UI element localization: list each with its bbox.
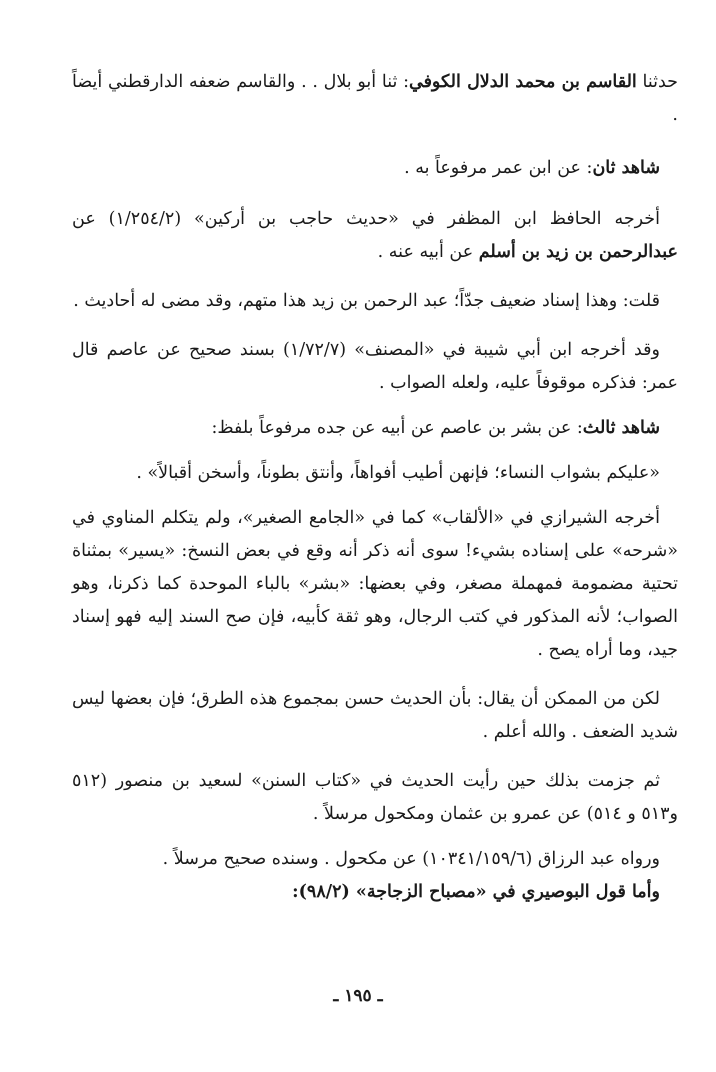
text-segment: قلت: وهذا إسناد ضعيف جدّاً؛ عبد الرحمن بن زيد هذا متهم، وقد مضى له أحاديث . [73, 291, 660, 311]
page-body [72, 66, 678, 909]
text-segment: لكن من الممكن أن يقال: بأن الحديث حسن بمجموع هذه الطرق؛ فإن بعضها ليس شديد الضعف . والله أعلم . [72, 689, 678, 742]
paragraph-5 [72, 334, 678, 400]
paragraph-6 [72, 412, 678, 445]
text-segment: حدثنا [636, 72, 678, 92]
paragraph-3 [72, 203, 678, 269]
hadith-quote: «عليكم بشواب النساء؛ فإنهن أطيب أفواهاً، وأنتق بطوناً، وأسخن أقبالاً» . [136, 463, 660, 483]
page-number: ـ ١٩٥ ـ [333, 986, 383, 1006]
text-segment: أخرجه الحافظ ابن المظفر في «حديث حاجب بن أركين» (١/٢٥٤/٢) عن [72, 209, 660, 229]
paragraph-8 [72, 502, 678, 667]
text-segment: وأما قول البوصيري في «مصباح الزجاجة» (٩٨/٢): [292, 882, 660, 902]
text-segment: ثم جزمت بذلك حين رأيت الحديث في «كتاب السنن» لسعيد بن منصور (٥١٢ و٥١٣ و ٥١٤) عن عمرو بن عثمان ومكحول مرسلاً . [72, 771, 678, 824]
paragraph-1 [72, 66, 678, 132]
text-segment: : ثنا أبو بلال . . والقاسم ضعفه الدارقطني أيضاً . [72, 72, 678, 125]
narrator-name: القاسم بن محمد الدلال الكوفي [408, 72, 637, 92]
text-segment: ورواه عبد الرزاق (١٠٣٤١/١٥٩/٦) عن مكحول . وسنده صحيح مرسلاً . [162, 849, 660, 869]
paragraph-12 [72, 876, 678, 909]
paragraph-7 [72, 457, 678, 490]
paragraph-10 [72, 765, 678, 831]
paragraph-11 [72, 843, 678, 876]
paragraph-4 [72, 285, 678, 318]
text-segment: : عن ابن عمر مرفوعاً به . [404, 158, 593, 178]
text-segment: عن أبيه عنه . [377, 242, 479, 262]
witness-heading: شاهد ثان [592, 158, 660, 178]
text-segment: وقد أخرجه ابن أبي شيبة في «المصنف» (١/٧٢/٧) بسند صحيح عن عاصم قال عمر: فذكره موقوفاً عليه، ولعله الصواب . [72, 340, 678, 393]
witness-heading: شاهد ثالث [582, 418, 660, 438]
narrator-name: عبدالرحمن بن زيد بن أسلم [478, 242, 678, 262]
paragraph-9 [72, 683, 678, 749]
text-segment: أخرجه الشيرازي في «الألقاب» كما في «الجامع الصغير»، ولم يتكلم المناوي في «شرحه» على إسناده بشيء! سوى أنه ذكر أنه وقع في بعض النسخ: «يسير» بمثناة تحتية مضمومة فمهملة مصغر، وفي بعضها: «بشر» بالباء الموحدة كما ذكرنا، وهو الصواب؛ لأنه المذكور في كتب الرجال، وهو ثقة كأبيه، فإن صح السند إليه فهو إسناد جيد، وما أراه يصح . [72, 508, 678, 660]
text-segment: : عن بشر بن عاصم عن أبيه عن جده مرفوعاً بلفظ: [211, 418, 583, 438]
paragraph-2 [72, 152, 678, 185]
